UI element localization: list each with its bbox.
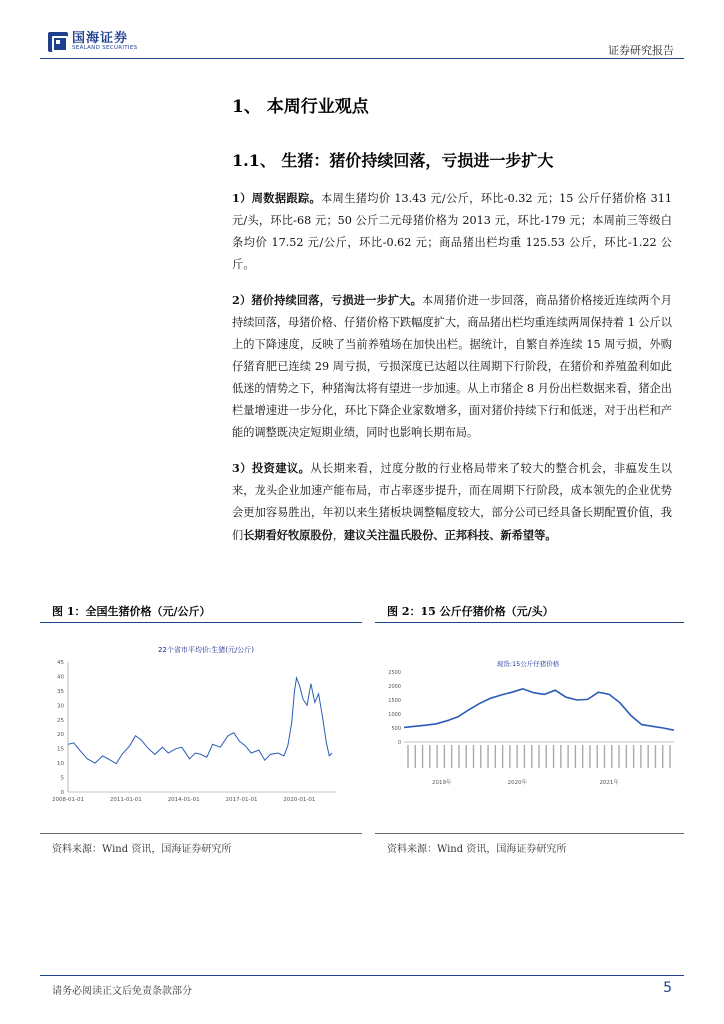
y-tick-label: 5 [60, 775, 64, 782]
x-tick-label: 2008-01-01 [52, 797, 84, 803]
header-divider [40, 58, 684, 59]
y-tick-label: 25 [57, 717, 64, 724]
y-tick-label: 1000 [388, 712, 401, 718]
y-tick-label: 35 [57, 688, 64, 695]
y-tick-label: 10 [57, 761, 64, 768]
paragraph-body: 本周生猪均价 13.43 元/公斤，环比-0.32 元；15 公斤仔猪价格 311 元/头，环比-68 元；50 公斤二元母猪价格为 2013 元，环比-179 元；本周前三等级白条均价 17.52 元/公斤，环比-0.62 元；商品猪出栏均重 125.53 公斤，环比-1.22 公斤。 [232, 192, 672, 271]
figure2-source: 资料来源：Wind 资讯，国海证券研究所 [387, 844, 567, 855]
sealand-logo-icon [48, 32, 68, 52]
chart-piglet-price [378, 650, 678, 800]
company-logo [48, 32, 137, 52]
page-number: 5 [663, 980, 672, 996]
paragraph-body: 本周猪价进一步回落，商品猪价格接近连续两个月持续回落，母猪价格、仔猪价格下跌幅度扩大，商品猪出栏均重连续两周保持着 1 公斤以上的下降速度，反映了当前养殖场在加快出栏。据统计，自繁自养连续 15 周亏损，外购仔猪育肥已连续 29 周亏损，亏损深度已达超以往周期下行阶段，在猪价和养殖盈利如此低迷的情势之下，种猪淘汰将有望进一步加速。从上市猪企 8 月份出栏数据来看，猪企出栏量增速进一步分化，环比下降企业家数增多，面对猪价持续下行和低迷，对于出栏和产能的调整既决定短期业绩，同时也影响长期布局。 [232, 294, 672, 439]
paragraph-price-decline [232, 289, 672, 444]
report-type-label: 证券研究报告 [608, 44, 674, 57]
paragraph-body: 从长期来看，过度分散的行业格局带来了较大的整合机会，非瘟发生以来，龙头企业加速产能布局，市占率逐步提升，而在周期下行阶段，成本领先的企业优势会更加容易胜出，年初以来生猪板块调整幅度较大，部分公司已经具备长期配置价值，我们 [232, 462, 672, 542]
paragraph-separator: ， [332, 529, 344, 542]
series-line-piglet-price [404, 689, 674, 730]
figure2-bottom-rule [375, 833, 684, 834]
y-tick-label: 2000 [388, 684, 401, 690]
x-year-label: 2019年 [432, 780, 452, 786]
chart-title: 22个省市平均价:生猪(元/公斤) [157, 646, 255, 654]
page-header [40, 28, 684, 58]
x-tick-label: 2011-01-01 [109, 797, 142, 803]
figure1-source: 资料来源：Wind 资讯，国海证券研究所 [52, 844, 232, 855]
logo-name-en: SEALAND SECURITIES [72, 45, 138, 52]
chart-hog-price [40, 640, 340, 812]
x-year-label: 2020年 [507, 780, 528, 786]
chart-title: 现货:15公斤仔猪价格 [496, 660, 560, 668]
figure1-title: 图 1：全国生猪价格（元/公斤） [52, 605, 211, 618]
y-tick-label: 500 [391, 726, 401, 732]
footer-divider [40, 975, 684, 976]
x-year-label: 2021年 [599, 780, 619, 786]
y-tick-label: 2500 [388, 670, 401, 676]
y-tick-label: 45 [57, 660, 64, 666]
series-line-hog-price [68, 678, 332, 764]
y-tick-label: 0 [60, 790, 64, 796]
footer-disclaimer: 请务必阅读正文后免责条款部分 [52, 986, 192, 997]
section-heading: 1、 本周行业观点 [232, 97, 369, 117]
paragraph-lead: 2）猪价持续回落，亏损进一步扩大。 [232, 293, 422, 307]
highlight-recommendations: 建议关注温氏股份、正邦科技、新希望等。 [343, 528, 557, 542]
figure2-title: 图 2：15 公斤仔猪价格（元/头） [387, 605, 554, 618]
figure1-top-rule [40, 622, 362, 623]
y-tick-label: 30 [57, 703, 64, 710]
section-subheading: 1.1、 生猪：猪价持续回落，亏损进一步扩大 [232, 151, 554, 170]
x-tick-label: 2017-01-01 [225, 797, 258, 803]
figure2-top-rule [375, 622, 684, 623]
y-tick-label: 0 [397, 740, 401, 746]
paragraph-lead: 3）投资建议。 [232, 461, 311, 475]
x-tick-label: 2014-01-01 [167, 797, 200, 803]
paragraph-lead: 1）周数据跟踪。 [232, 191, 322, 205]
y-tick-label: 15 [57, 746, 64, 753]
figure1-bottom-rule [40, 833, 362, 834]
highlight-muyuan: 长期看好牧原股份 [243, 528, 333, 542]
y-tick-label: 1500 [388, 698, 401, 704]
logo-name-cn: 国海证券 [72, 31, 129, 47]
paragraph-weekly-data [232, 187, 672, 276]
y-tick-label: 20 [57, 732, 64, 739]
paragraph-investment-advice [232, 457, 672, 547]
y-tick-label: 40 [57, 674, 64, 681]
x-tick-label: 2020-01-01 [283, 797, 316, 803]
